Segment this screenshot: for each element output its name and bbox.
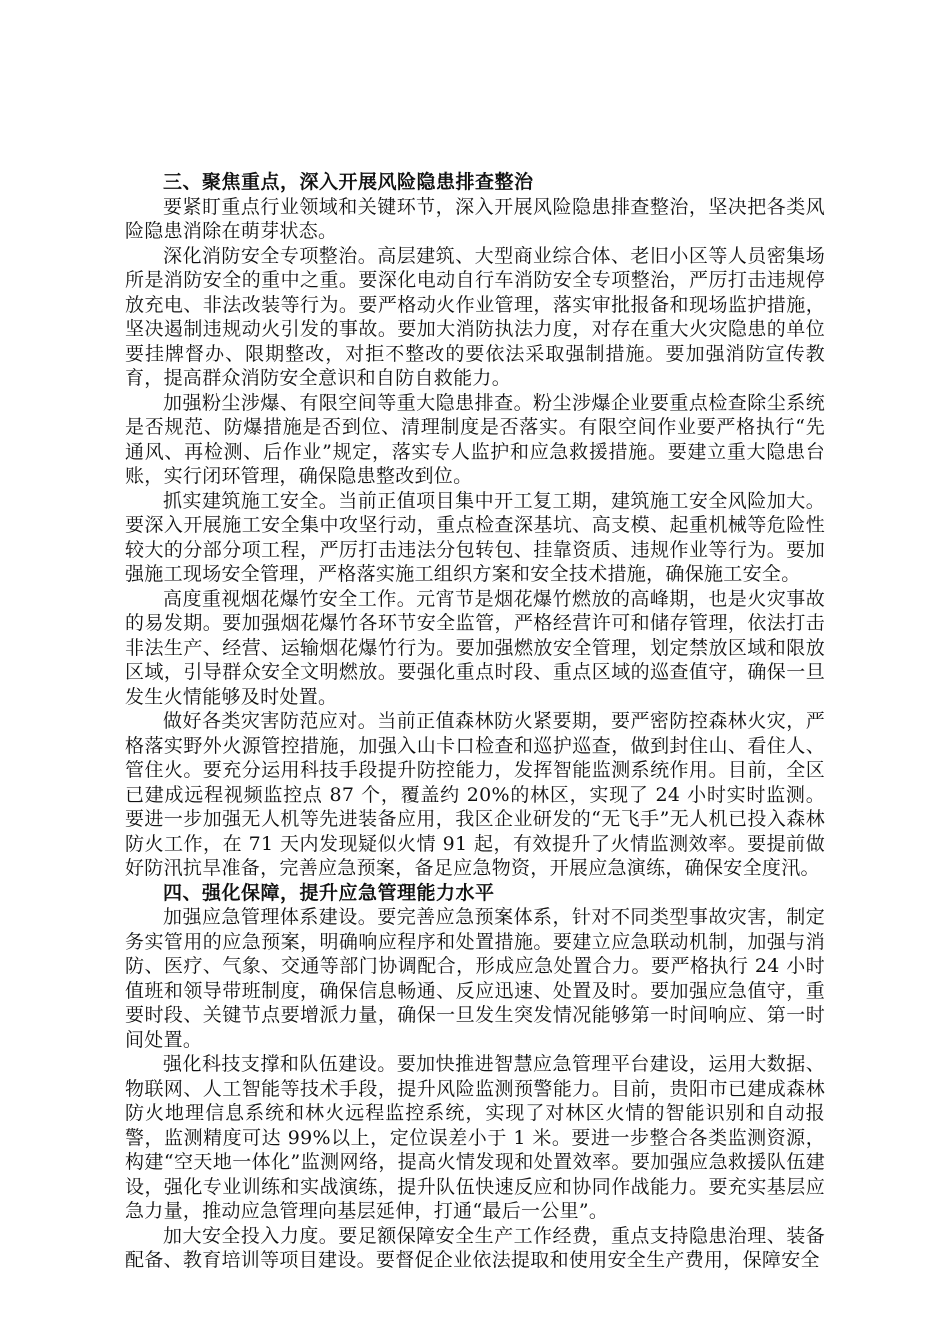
paragraph: 抓实建筑施工安全。当前正值项目集中开工复工期，建筑施工安全风险加大。要深入开展施工安全集中攻坚行动，重点检查深基坑、高支模、起重机械等危险性较大的分部分项工程，严厉打击违法分包转包、挂靠资质、违规作业等行为。要加强施工现场安全管理，严格落实施工组织方案和安全技术措施，确保施工安全。 (125, 489, 825, 585)
paragraph: 加强应急管理体系建设。要完善应急预案体系，针对不同类型事故灾害，制定务实管用的应急预案，明确响应程序和处置措施。要建立应急联动机制，加强与消防、医疗、气象、交通等部门协调配合，形成应急处置合力。要严格执行 24 小时值班和领导带班制度，确保信息畅通、反应迅速、处置及时。要加强应急值守，重要时段、关键节点要增派力量，确保一旦发生突发情况能够第一时间响应、第一时间处置。 (125, 906, 825, 1051)
paragraph: 深化消防安全专项整治。高层建筑、大型商业综合体、老旧小区等人员密集场所是消防安全的重中之重。要深化电动自行车消防安全专项整治，严厉打击违规停放充电、非法改装等行为。要严格动火作业管理，落实审批报备和现场监护措施，坚决遏制违规动火引发的事故。要加大消防执法力度，对存在重大火灾隐患的单位要挂牌督办、限期整改，对拒不整改的要依法采取强制措施。要加强消防宣传教育，提高群众消防安全意识和自防自救能力。 (125, 244, 825, 389)
paragraph: 做好各类灾害防范应对。当前正值森林防火紧要期，要严密防控森林火灾，严格落实野外火源管控措施，加强入山卡口检查和巡护巡查，做到封住山、看住人、管住火。要充分运用科技手段提升防控能力，发挥智能监测系统作用。目前，全区已建成远程视频监控点 87 个，覆盖约 20%的林区，实现了 24 小时实时监测。要进一步加强无人机等先进装备应用，我区企业研发的“无飞手”无人机已投入森林防火工作，在 71 天内发现疑似火情 91 起，有效提升了火情监测效率。要提前做好防汛抗旱准备，完善应急预案，备足应急物资，开展应急演练，确保安全度汛。 (125, 710, 825, 879)
paragraph: 加大安全投入力度。要足额保障安全生产工作经费，重点支持隐患治理、装备配备、教育培训等项目建设。要督促企业依法提取和使用安全生产费用，保障安全 (125, 1224, 825, 1271)
paragraph: 加强粉尘涉爆、有限空间等重大隐患排查。粉尘涉爆企业要重点检查除尘系统是否规范、防爆措施是否到位、清理制度是否落实。有限空间作业要严格执行“先通风、再检测、后作业”规定，落实专人监护和应急救援措施。要建立重大隐患台账，实行闭环管理，确保隐患整改到位。 (125, 391, 825, 487)
paragraph: 高度重视烟花爆竹安全工作。元宵节是烟花爆竹燃放的高峰期，也是火灾事故的易发期。要加强烟花爆竹各环节安全监管，严格经营许可和储存管理，依法打击非法生产、经营、运输烟花爆竹行为。要加强燃放安全管理，划定禁放区域和限放区域，引导群众安全文明燃放。要强化重点时段、重点区域的巡查值守，确保一旦发生火情能够及时处置。 (125, 587, 825, 708)
section-heading-3: 三、聚焦重点，深入开展风险隐患排查整治 (163, 171, 534, 193)
paragraph: 强化科技支撑和队伍建设。要加快推进智慧应急管理平台建设，运用大数据、物联网、人工智能等技术手段，提升风险监测预警能力。目前，贵阳市已建成森林防火地理信息系统和林火远程监控系统，实现了对林区火情的智能识别和自动报警，监测精度可达 99%以上，定位误差小于 1 米。要进一步整合各类监测资源，构建“空天地一体化”监测网络，提高火情发现和处置效率。要加强应急救援队伍建设，强化专业训练和实战演练，提升队伍快速反应和协同作战能力。要充实基层应急力量，推动应急管理向基层延伸，打通“最后一公里”。 (125, 1053, 825, 1222)
paragraph: 要紧盯重点行业领域和关键环节，深入开展风险隐患排查整治，坚决把各类风险隐患消除在萌芽状态。 (125, 195, 825, 242)
document-page (125, 170, 825, 1273)
section-heading-4: 四、强化保障，提升应急管理能力水平 (163, 881, 495, 904)
